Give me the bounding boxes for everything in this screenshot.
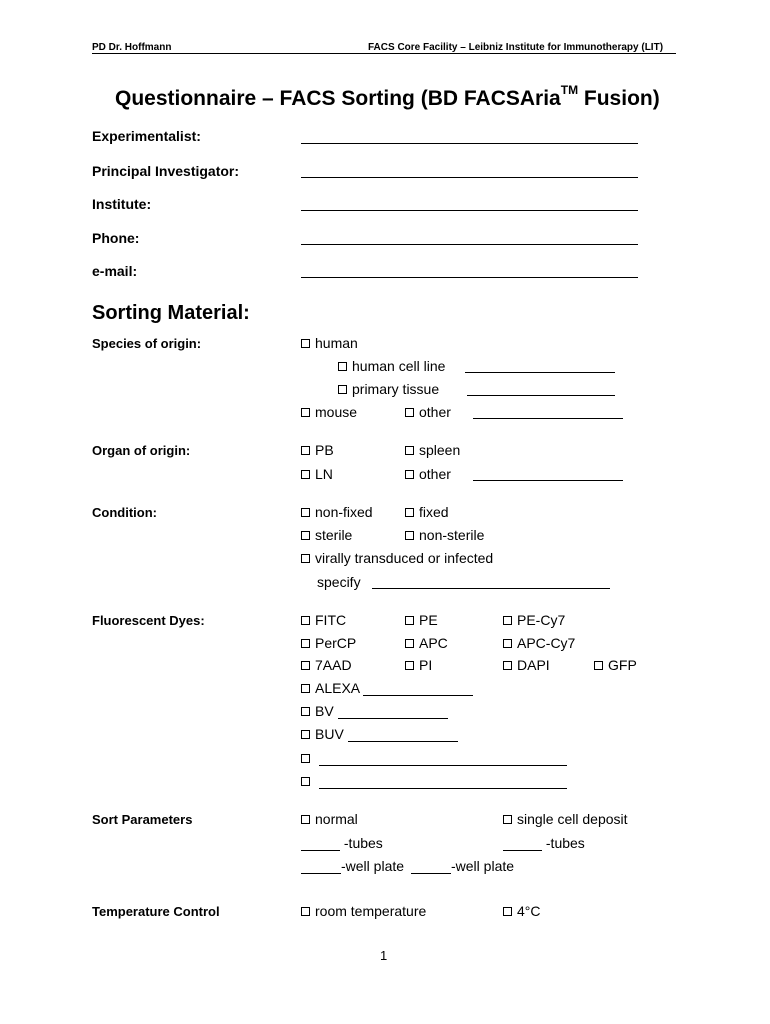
checkbox-icon[interactable] (405, 470, 414, 479)
option-label: human cell line (352, 358, 446, 374)
checkbox-icon[interactable] (301, 639, 310, 648)
dye-pe-option[interactable] (405, 612, 438, 628)
dye-apc-option[interactable] (405, 635, 448, 651)
checkbox-icon[interactable] (301, 339, 310, 348)
condition-fixed-option[interactable] (405, 504, 449, 520)
checkbox-icon[interactable] (301, 907, 310, 916)
organ-ln-option[interactable] (301, 466, 333, 482)
sort-normal-option[interactable] (301, 811, 358, 827)
checkbox-icon[interactable] (338, 385, 347, 394)
header-facility: FACS Core Facility – Leibniz Institute for Immunotherapy (LIT) (368, 42, 664, 53)
title-main: Questionnaire – FACS Sorting (BD FACSAria (115, 87, 561, 110)
well-plate-label: -well plate (451, 858, 515, 874)
option-label: 7AAD (315, 657, 352, 673)
checkbox-icon[interactable] (405, 508, 414, 517)
organ-other-option[interactable] (405, 466, 451, 482)
organ-pb-option[interactable] (301, 442, 334, 458)
tubes-label: -tubes (545, 835, 585, 851)
checkbox-icon[interactable] (503, 661, 512, 670)
option-label: BUV (315, 726, 344, 742)
condition-non-fixed-option[interactable] (301, 504, 373, 520)
dye-pi-option[interactable] (405, 657, 432, 673)
option-label: PI (419, 657, 433, 673)
well-plate-row-2 (411, 858, 514, 874)
option-label: PerCP (315, 635, 357, 651)
dye-percp-option[interactable] (301, 635, 356, 651)
option-label: primary tissue (352, 381, 440, 397)
condition-non-sterile-option[interactable] (405, 527, 484, 543)
species-human-option[interactable] (301, 335, 358, 351)
species-other-option[interactable] (405, 404, 451, 420)
dye-dapi-option[interactable] (503, 657, 550, 673)
dye-bv-field[interactable] (338, 704, 448, 719)
checkbox-icon[interactable] (405, 446, 414, 455)
well-plate-label: -well plate (341, 858, 405, 874)
checkbox-icon[interactable] (338, 362, 347, 371)
option-label: ALEXA (315, 680, 360, 696)
well-plate-field-1[interactable] (301, 859, 341, 874)
dye-fitc-option[interactable] (301, 612, 346, 628)
pi-label: Principal Investigator: (92, 163, 240, 179)
option-label: mouse (315, 404, 358, 420)
checkbox-icon[interactable] (301, 508, 310, 517)
checkbox-icon[interactable] (301, 730, 310, 739)
option-label: non-fixed (315, 504, 373, 520)
phone-label: Phone: (92, 230, 140, 246)
dyes-label: Fluorescent Dyes: (92, 613, 205, 628)
organ-spleen-option[interactable] (405, 442, 460, 458)
dye-custom-option-2[interactable] (301, 773, 567, 789)
header-author: PD Dr. Hoffmann (92, 42, 172, 53)
checkbox-icon[interactable] (503, 639, 512, 648)
single-tubes-row (503, 835, 585, 851)
condition-virally-option[interactable] (301, 550, 493, 566)
checkbox-icon[interactable] (301, 408, 310, 417)
checkbox-icon[interactable] (503, 616, 512, 625)
checkbox-icon[interactable] (301, 707, 310, 716)
option-label: sterile (315, 527, 353, 543)
option-label: FITC (315, 612, 347, 628)
email-label: e-mail: (92, 263, 138, 279)
option-label: human (315, 335, 358, 351)
checkbox-icon[interactable] (301, 754, 310, 763)
dye-buv-field[interactable] (348, 727, 458, 742)
species-primary-tissue-option[interactable] (338, 381, 439, 397)
page-title (115, 83, 660, 111)
checkbox-icon[interactable] (301, 815, 310, 824)
checkbox-icon[interactable] (503, 815, 512, 824)
option-label: spleen (419, 442, 461, 458)
checkbox-icon[interactable] (503, 907, 512, 916)
checkbox-icon[interactable] (405, 408, 414, 417)
temperature-label: Temperature Control (92, 904, 220, 919)
option-label: other (419, 466, 451, 482)
sort-single-cell-option[interactable] (503, 811, 628, 827)
tubes-label: -tubes (343, 835, 383, 851)
option-label: APC (419, 635, 448, 651)
dye-bv-option[interactable] (301, 703, 448, 719)
species-mouse-option[interactable] (301, 404, 357, 420)
checkbox-icon[interactable] (405, 661, 414, 670)
checkbox-icon[interactable] (301, 616, 310, 625)
human-cell-line-field[interactable] (465, 372, 615, 373)
dye-custom-field-1[interactable] (319, 751, 567, 766)
species-other-field[interactable] (473, 418, 623, 419)
well-plate-row-1 (301, 858, 404, 874)
experimentalist-label: Experimentalist: (92, 128, 201, 144)
organ-label: Organ of origin: (92, 443, 191, 458)
phone-field[interactable] (301, 244, 638, 245)
option-label: single cell deposit (517, 811, 628, 827)
title-trademark: TM (560, 83, 579, 97)
checkbox-icon[interactable] (405, 639, 414, 648)
condition-specify-label: specify (317, 574, 361, 590)
experimentalist-field[interactable] (301, 143, 638, 144)
option-label: virally transduced or infected (315, 550, 494, 566)
checkbox-icon[interactable] (301, 661, 310, 670)
temp-4c-option[interactable] (503, 903, 541, 919)
condition-sterile-option[interactable] (301, 527, 352, 543)
option-label: 4°C (517, 903, 541, 919)
species-label: Species of origin: (92, 336, 202, 351)
checkbox-icon[interactable] (301, 777, 310, 786)
institute-label: Institute: (92, 196, 152, 212)
option-label: PB (315, 442, 334, 458)
dye-custom-option-1[interactable] (301, 750, 567, 766)
option-label: LN (315, 466, 333, 482)
email-field[interactable] (301, 277, 638, 278)
species-human-cell-line-option[interactable] (338, 358, 445, 374)
title-tail: Fusion) (578, 87, 660, 110)
header-rule (92, 53, 676, 54)
option-label: PE (419, 612, 438, 628)
single-tubes-field[interactable] (503, 836, 542, 851)
option-label: room temperature (315, 903, 427, 919)
dye-apccy7-option[interactable] (503, 635, 575, 651)
option-label: normal (315, 811, 358, 827)
well-plate-field-2[interactable] (411, 859, 451, 874)
dye-buv-option[interactable] (301, 726, 458, 742)
page-number: 1 (380, 948, 388, 963)
checkbox-icon[interactable] (301, 554, 310, 563)
sort-label: Sort Parameters (92, 812, 193, 827)
option-label: DAPI (517, 657, 550, 673)
normal-tubes-row (301, 835, 383, 851)
option-label: other (419, 404, 451, 420)
option-label: PE-Cy7 (517, 612, 566, 628)
dye-alexa-option[interactable] (301, 680, 473, 696)
checkbox-icon[interactable] (301, 684, 310, 693)
primary-tissue-field[interactable] (467, 395, 615, 396)
dye-custom-field-2[interactable] (319, 774, 567, 789)
checkbox-icon[interactable] (594, 661, 603, 670)
checkbox-icon[interactable] (301, 531, 310, 540)
organ-other-field[interactable] (473, 480, 623, 481)
checkbox-icon[interactable] (301, 446, 310, 455)
dye-7aad-option[interactable] (301, 657, 352, 673)
option-label: APC-Cy7 (517, 635, 576, 651)
temp-room-option[interactable] (301, 903, 426, 919)
sorting-material-heading: Sorting Material: (92, 302, 250, 324)
checkbox-icon[interactable] (405, 531, 414, 540)
option-label: GFP (608, 657, 637, 673)
dye-pecy7-option[interactable] (503, 612, 565, 628)
checkbox-icon[interactable] (301, 470, 310, 479)
dye-alexa-field[interactable] (363, 681, 473, 696)
option-label: non-sterile (419, 527, 485, 543)
condition-specify-field[interactable] (372, 588, 610, 589)
institute-field[interactable] (301, 210, 638, 211)
dye-gfp-option[interactable] (594, 657, 637, 673)
checkbox-icon[interactable] (405, 616, 414, 625)
option-label: BV (315, 703, 334, 719)
option-label: fixed (419, 504, 449, 520)
condition-label: Condition: (92, 505, 157, 520)
pi-field[interactable] (301, 177, 638, 178)
normal-tubes-field[interactable] (301, 836, 340, 851)
